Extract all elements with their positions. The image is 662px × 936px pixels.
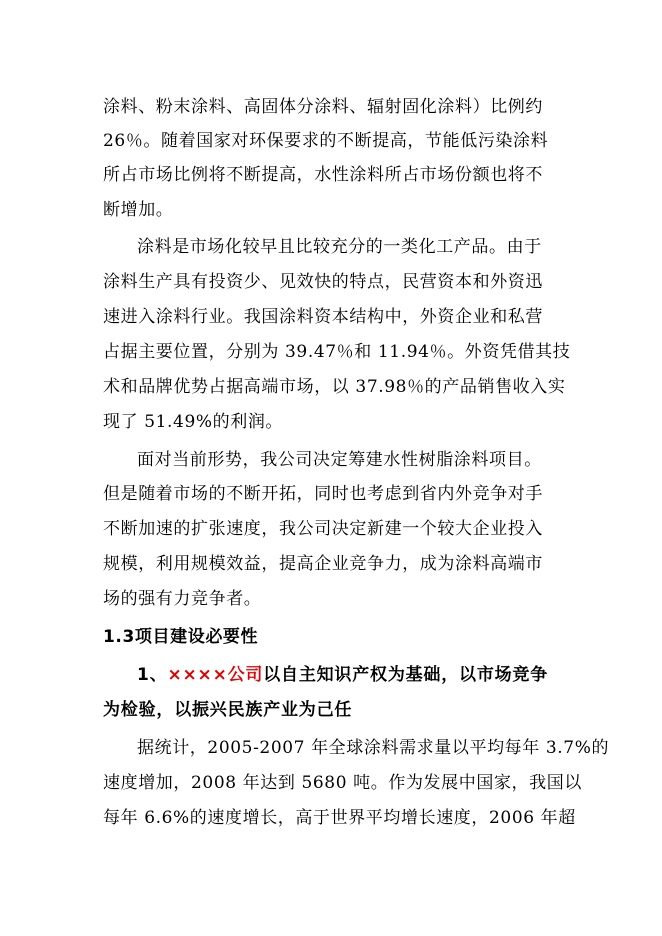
subheading-line-1	[137, 664, 548, 686]
paragraph-line: 据统计，2005-2007 年全球涂料需求量以平均每年 3.7%的	[137, 738, 610, 758]
paragraph-line: 术和品牌优势占据高端市场，以 37.98％的产品销售收入实	[103, 377, 566, 397]
paragraph-line: 占据主要位置，分别为 39.47％和 11.94％。外资凭借其技	[103, 342, 571, 362]
paragraph-line: 涂料、粉末涂料、高固体分涂料、辐射固化涂料）比例约	[103, 97, 543, 117]
subheading-line-2: 为检验，以振兴民族产业为己任	[103, 700, 353, 720]
paragraph-line: 涂料生产具有投资少、见效快的特点，民营资本和外资迅	[103, 272, 543, 292]
paragraph-line: 速度增加，2008 年达到 5680 吨。作为发展中国家，我国以	[103, 773, 582, 793]
paragraph-line: 涂料是市场化较早且比较充分的一类化工产品。由于	[137, 237, 542, 257]
subheading-text: 以自主知识产权为基础，以市场竞争	[263, 665, 549, 685]
paragraph-line: 断增加。	[103, 200, 174, 220]
paragraph-line: 不断加速的扩张速度，我公司决定新建一个较大企业投入	[103, 519, 543, 539]
paragraph-line: 26％。随着国家对环保要求的不断提高，节能低污染涂料	[103, 131, 549, 151]
paragraph-line: 速进入涂料行业。我国涂料资本结构中，外资企业和私营	[103, 307, 543, 327]
paragraph-line: 每年 6.6%的速度增长，高于世界平均增长速度，2006 年超	[103, 808, 576, 828]
paragraph-line: 面对当前形势，我公司决定筹建水性树脂涂料项目。	[137, 450, 542, 470]
section-heading: 1.3项目建设必要性	[103, 627, 259, 647]
paragraph-line: 但是随着市场的不断开拓，同时也考虑到省内外竞争对手	[103, 484, 543, 504]
paragraph-line: 所占市场比例将不断提高，水性涂料所占市场份额也将不	[103, 165, 543, 185]
paragraph-line: 场的强有力竞争者。	[103, 589, 262, 609]
company-name-placeholder: ××××公司	[167, 665, 264, 685]
paragraph-line: 规模，利用规模效益，提高企业竞争力，成为涂料高端市	[103, 554, 543, 574]
subheading-number: 1、	[137, 665, 168, 685]
paragraph-line: 现了 51.49%的利润。	[103, 412, 284, 432]
